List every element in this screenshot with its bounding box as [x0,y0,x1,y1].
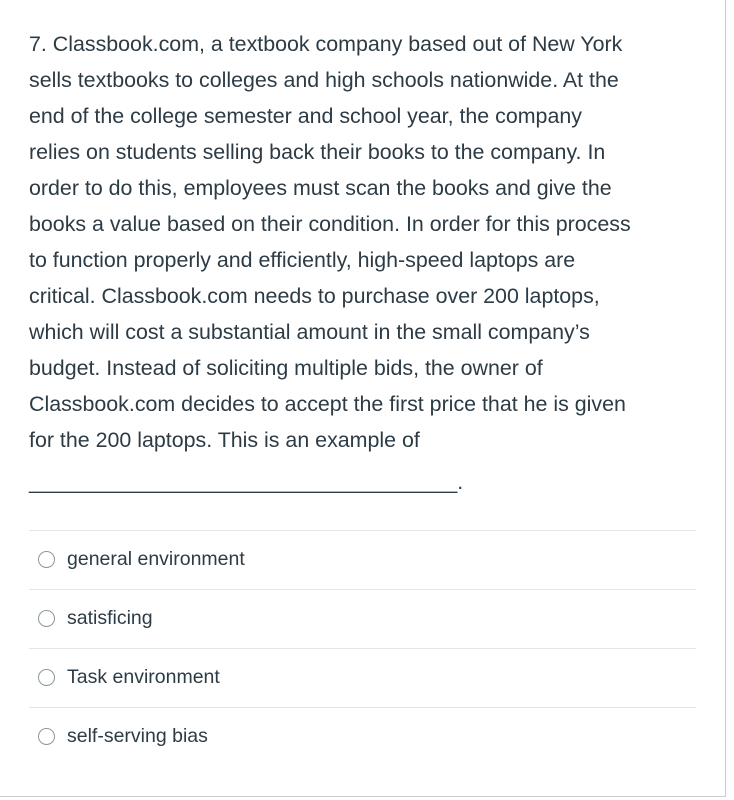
answer-list [29,530,696,766]
question-line: end of the college semester and school year, the company [29,104,582,128]
radio-button[interactable] [38,728,55,745]
radio-button[interactable] [38,551,55,568]
question-line: critical. Classbook.com needs to purchase over 200 laptops, [29,284,600,308]
answer-option-satisficing[interactable] [29,589,696,648]
question-line: budget. Instead of soliciting multiple bids, the owner of [29,356,543,380]
question-line: which will cost a substantial amount in the small company’s [29,320,590,344]
question-line: relies on students selling back their books to the company. In [29,140,606,164]
radio-button[interactable] [38,610,55,627]
question-line: order to do this, employees must scan the books and give the [29,176,612,200]
answer-option-task-environment[interactable] [29,648,696,707]
answer-option-self-serving-bias[interactable] [29,707,696,766]
radio-button[interactable] [38,669,55,686]
answer-label[interactable]: Task environment [67,666,220,688]
question-line: 7. Classbook.com, a textbook company based out of New York [29,32,623,56]
answer-label[interactable]: self-serving bias [67,725,208,747]
question-line: for the 200 laptops. This is an example of [29,428,420,452]
question-text [29,26,704,458]
question-line: to function properly and efficiently, high-speed laptops are [29,248,576,272]
question-line: sells textbooks to colleges and high schools nationwide. At the [29,68,619,92]
answer-blank: ____________________________________. [29,470,464,494]
answer-label[interactable]: satisficing [67,607,153,629]
question-line: Classbook.com decides to accept the first price that he is given [29,392,626,416]
answer-option-general-environment[interactable] [29,530,696,589]
question-line: books a value based on their condition. In order for this process [29,212,631,236]
answer-label[interactable]: general environment [67,548,245,570]
